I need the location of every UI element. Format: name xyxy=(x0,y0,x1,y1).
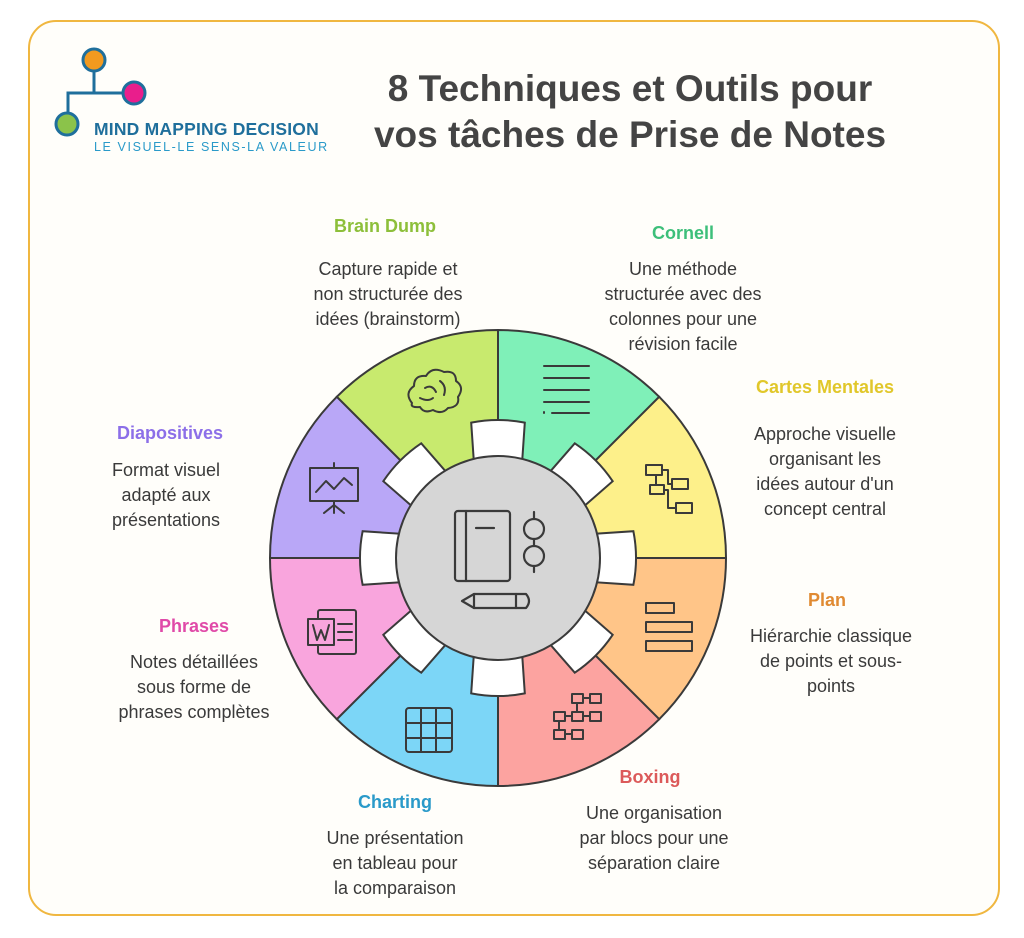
technique-desc-boxing: Une organisation par blocs pour une séparation claire xyxy=(579,803,729,873)
technique-desc-plan: Hiérarchie classique de points et sous- points xyxy=(749,626,913,696)
title-line-2: vos tâches de Prise de Notes xyxy=(373,114,887,156)
technique-desc-diapositives: Format visuel adapté aux présentations xyxy=(111,460,221,530)
technique-title-phrases: Phrases xyxy=(158,616,230,636)
technique-desc-charting: Une présentation en tableau pour la comparaison xyxy=(326,828,464,898)
title-line-1: 8 Techniques et Outils pour xyxy=(387,68,873,109)
brand-tagline: LE VISUEL-LE SENS-LA VALEUR xyxy=(94,140,329,154)
hub-notch xyxy=(360,531,401,585)
technique-title-cornell: Cornell xyxy=(651,223,714,243)
technique-title-plan: Plan xyxy=(807,590,846,610)
technique-desc-phrases: Notes détaillées sous forme de phrases complètes xyxy=(118,652,270,722)
hub-notch xyxy=(471,420,525,461)
technique-title-charting: Charting xyxy=(358,792,432,812)
technique-title-brain-dump: Brain Dump xyxy=(333,216,436,236)
wheel-hub xyxy=(396,456,600,660)
hub-notch xyxy=(471,655,525,696)
hub-notch xyxy=(595,531,636,585)
brand-name: MIND MAPPING DECISION xyxy=(94,119,319,139)
technique-title-cartes-mentales: Cartes Mentales xyxy=(755,377,895,397)
technique-desc-cartes-mentales: Approche visuelle organisant les idées autour d'un concept central xyxy=(753,424,897,519)
technique-title-diapositives: Diapositives xyxy=(116,423,224,443)
technique-desc-brain-dump: Capture rapide et non structurée des idées (brainstorm) xyxy=(313,259,463,329)
technique-desc-cornell: Une méthode structurée avec des colonnes pour une révision facile xyxy=(604,259,762,354)
technique-title-boxing: Boxing xyxy=(619,767,681,787)
